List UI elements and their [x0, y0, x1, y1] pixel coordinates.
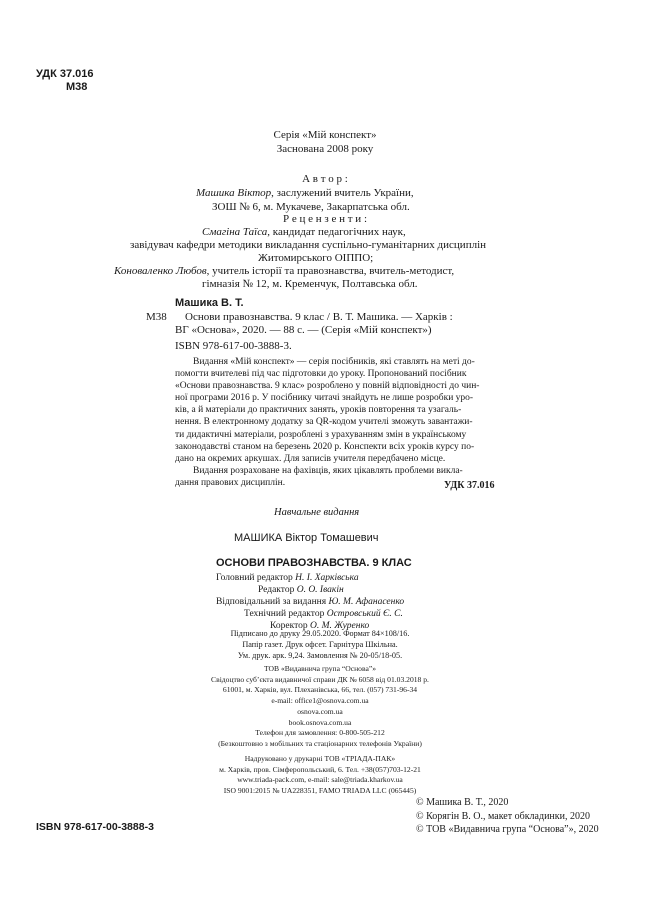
- copyright-publisher: © ТОВ «Видавнича група “Основа”», 2020: [416, 824, 599, 835]
- abstract-udk: УДК 37.016: [444, 480, 495, 491]
- abstract-line: законодавстві станом на березень 2020 р. Конспекти всіх уроків курсу по-: [175, 441, 475, 452]
- author-title: , заслужений вчитель України,: [271, 187, 414, 199]
- printer-iso: ISO 9001:2015 № UA228351, FAMO TRIADA LLC (065445): [223, 786, 417, 796]
- series-founded: Заснована 2008 року: [276, 143, 374, 155]
- publisher-phone: Телефон для замовлення: 0-800-505-212: [255, 728, 385, 738]
- print-spec-line: Ум. друк. арк. 9,24. Замовлення № 20-05/18-05.: [237, 651, 403, 660]
- publisher-address: 61001, м. Харків, вул. Плеханівська, 66, тел. (057) 731-96-34: [222, 685, 418, 695]
- reviewers-block: [108, 226, 486, 291]
- credit-editor: Редактор О. О. Івакін: [258, 585, 344, 595]
- reviewer-2: [108, 265, 486, 278]
- abstract-line: помогти вчителеві під час підготовки до уроку. Пропонований посібник: [175, 369, 467, 380]
- author-name: Машика Віктор: [196, 187, 272, 199]
- publisher-book-site: book.osnova.com.ua: [288, 717, 352, 727]
- biblio-isbn: ISBN 978-617-00-3888-3.: [175, 340, 292, 352]
- series-block: [0, 128, 650, 156]
- publisher-site: osnova.com.ua: [297, 706, 343, 716]
- reviewer-2-title: , учитель історії та правознавства, вчитель-методист,: [206, 265, 455, 277]
- abstract-line: «Основи правознавства. 9 клас» розроблено у повній відповідності до чин-: [175, 381, 480, 392]
- credit-chief-editor: Головний редактор Н. І. Харківська: [216, 573, 359, 583]
- print-spec-line: Підписано до друку 29.05.2020. Формат 84×108/16.: [230, 629, 410, 638]
- print-specs: [180, 628, 460, 661]
- abstract-line: ної програми 2016 р. У посібнику читачі знайдуть не лише розробки уро-: [175, 393, 474, 404]
- publisher-info: [150, 664, 490, 750]
- credit-tech-editor: Технічний редактор Островський Є. С.: [244, 609, 403, 619]
- credits: [216, 572, 404, 632]
- biblio-author: Машика В. Т.: [175, 297, 244, 309]
- biblio-line-2: ВГ «Основа», 2020. — 88 с. — (Серія «Мій конспект»): [175, 324, 432, 336]
- author-heading: А в т о р :: [302, 173, 348, 185]
- copyright-author: © Машика В. Т., 2020: [416, 797, 509, 808]
- isbn-bottom: ISBN 978-617-00-3888-3: [36, 821, 154, 833]
- printer-info: [150, 754, 490, 797]
- reviewer-1-name: Смагіна Таїса: [202, 226, 268, 238]
- abstract-line: дано на окремих аркушах. Для записів учителя передбачено місце.: [175, 453, 446, 464]
- credit-proofreader: Коректор О. М. Журенко: [270, 621, 370, 631]
- publisher-email: e-mail: office1@osnova.com.ua: [271, 696, 369, 706]
- reviewer-1-position: завідувач кафедри методики викладання суспільно-гуманітарних дисциплін: [130, 239, 487, 251]
- print-spec-line: Папір газет. Друк офсет. Гарнітура Шкільна.: [242, 640, 398, 649]
- credit-responsible: Відповідальний за видання Ю. М. Афанасенко: [216, 597, 405, 607]
- author-line: [160, 186, 490, 200]
- series-title: Серія «Мій конспект»: [273, 129, 377, 141]
- printer-web: www.triada-pack.com, e-mail: sale@triada.kharkov.ua: [237, 775, 403, 785]
- abstract-line: нення. В електронному додатку за QR-кодом учителі зможуть завантажи-: [175, 417, 473, 428]
- author-mark-code: М38: [66, 81, 88, 93]
- biblio-description: [175, 311, 453, 353]
- author-full-name: МАШИКА Віктор Томашевич: [234, 532, 379, 544]
- abstract-line: дання правових дисциплін.: [175, 477, 286, 488]
- reviewers-heading: Р е ц е н з е н т и :: [282, 213, 368, 225]
- copyright-cover: © Корягін В. О., макет обкладинки, 2020: [416, 810, 590, 822]
- printer-address: м. Харків, пров. Сімферопольський, 6. Тел. +38(057)703-12-21: [219, 764, 421, 774]
- publisher-name: ТОВ «Видавнича група “Основа”»: [264, 664, 376, 673]
- biblio-code: М38: [146, 311, 167, 323]
- abstract-line: Видання розраховане на фахівців, яких цікавлять проблеми викла-: [193, 465, 463, 476]
- author-school: ЗОШ № 6, м. Мукачеве, Закарпатська обл.: [212, 201, 410, 213]
- udk-label: УДК 37.016: [36, 68, 94, 80]
- reviewer-2-school: гімназія № 12, м. Кременчук, Полтавська обл.: [202, 278, 418, 290]
- biblio-line-1: Основи правознавства. 9 клас / В. Т. Машика. — Харків :: [185, 311, 453, 323]
- reviewer-1: [108, 226, 486, 239]
- printer-name: Надруковано у друкарні ТОВ «ТРІАДА-ПАК»: [244, 754, 396, 763]
- book-title: ОСНОВИ ПРАВОЗНАВСТВА. 9 КЛАС: [216, 557, 412, 569]
- author-block: [160, 172, 490, 214]
- publisher-phone-note: (Безкоштовно з мобільних та стаціонарних телефонів України): [218, 738, 422, 748]
- abstract-line: Видання «Мій конспект» — серія посібників, які ставлять на меті до-: [193, 357, 475, 367]
- publisher-certificate: Свідоцтво суб’єкта видавничої справи ДК № 6058 від 01.03.2018 р.: [211, 674, 429, 684]
- copyright-block: [416, 796, 599, 837]
- reviewer-2-name: Коноваленко Любов: [114, 265, 207, 277]
- abstract-line: ти дидактичні матеріали, розроблені з урахуванням змін в українському: [175, 429, 467, 440]
- reviewer-1-title: , кандидат педагогічних наук,: [267, 226, 406, 238]
- abstract: [175, 356, 479, 489]
- reviewer-1-institution: Житомирського ОІППО;: [258, 252, 374, 264]
- edition-type: Навчальне видання: [274, 507, 360, 518]
- abstract-line: ків, а й матеріали до практичних занять, уроків повторення та узагаль-: [175, 405, 462, 416]
